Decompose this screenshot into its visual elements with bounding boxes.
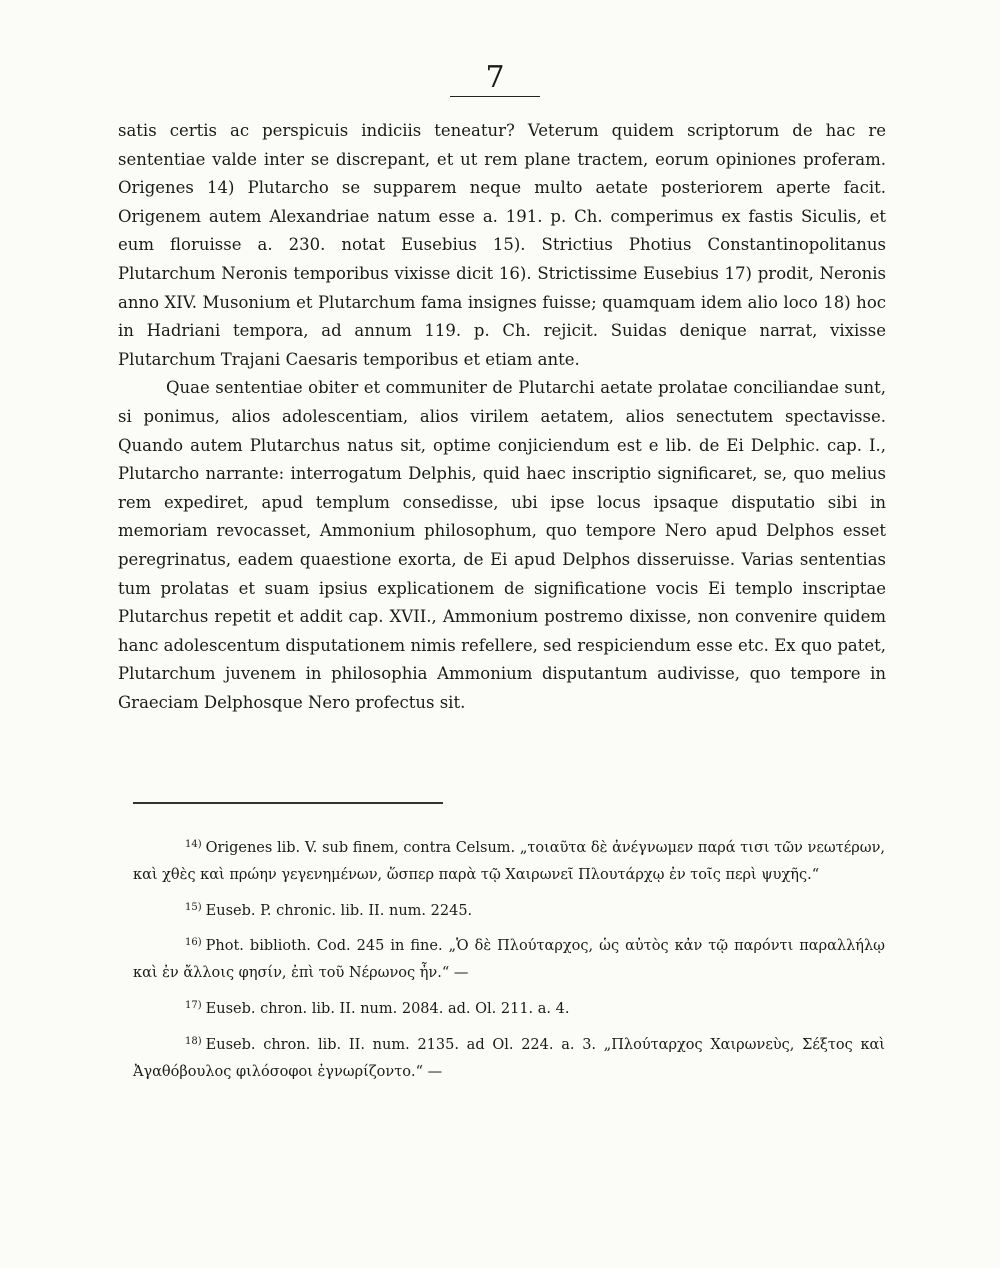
footnote-text: Euseb. P. chronic. lib. II. num. 2245. — [205, 902, 473, 919]
paragraph-1: satis certis ac perspicuis indiciis teneatur? Veterum quidem scriptorum de hac re sententiae valde inter se discrepant, et ut rem plane tractem, eorum opiniones proferam. Origenes 14) Plutarcho se supparem neque multo aetate posteriorem aperte facit. Origenem autem Alexandriae natum esse a. 191. p. Ch. comperimus ex fastis Siculis, et eum floruisse a. 230. notat Eusebius 15). Strictius Photius Constantinopolitanus Plutarchum Neronis temporibus vixisse dicit 16). Strictissime Eusebius 17) prodit, Neronis anno XIV. Musonium et Plutarchum fama insignes fuisse; quamquam idem alio loco 18) hoc in Hadriani tempora, ad annum 119. p. Ch. rejicit. Suidas denique narrat, vixisse Plutarchum Trajani Caesaris temporibus et etiam ante. — [118, 121, 886, 369]
footnote-mark: 17) — [185, 999, 202, 1011]
footnote-14 — [133, 832, 885, 889]
footnote-18 — [133, 1029, 885, 1086]
footnote-mark: 18) — [185, 1035, 202, 1047]
footnote-separator — [133, 802, 443, 804]
footnote-mark: 16) — [185, 937, 202, 949]
footnote-15 — [133, 895, 885, 925]
main-text — [118, 117, 886, 717]
footnotes — [133, 832, 885, 1091]
footnote-17 — [133, 993, 885, 1023]
footnote-mark: 14) — [185, 839, 202, 850]
footnote-mark: 15) — [185, 901, 202, 913]
footnote-text: Phot. biblioth. Cod. 245 in fine. „Ὁ δὲ Πλούταρχος, ὡς αὐτὸς κἀν τῷ παρόντι παραλλήλῳ καὶ ἐν ἄλλοις φησίν, ἐπὶ τοῦ Νέρωνος ἦν.“ — — [133, 938, 885, 982]
page-number: 7 — [485, 60, 505, 95]
footnote-text: Origenes lib. V. sub finem, contra Celsum. „τοιαῦτα δὲ ἀνέγνωμεν παρά τισι τῶν νεωτέρων, καὶ χθὲς καὶ πρώην γεγενημένων, ὥσπερ παρὰ τῷ Χαιρωνεῖ Πλουτάρχῳ ἐν τοῖς περὶ ψυχῆς.“ — [133, 840, 885, 883]
footnote-text: Euseb. chron. lib. II. num. 2084. ad. Ol. 211. a. 4. — [205, 1000, 570, 1017]
paragraph-2: Quae sententiae obiter et communiter de Plutarchi aetate prolatae conciliandae sunt, si ponimus, alios adolescentiam, alios virilem aetatem, alios senectutem spectavisse. Quando autem Plutarchus natus sit, optime conjiciendum est e lib. de Ei Delphic. cap. I., Plutarcho narrante: interrogatum Delphis, quid haec inscriptio significaret, se, quo melius rem expediret, apud templum consedisse, ubi ipse locus ipsaque disputatio sibi in memoriam revocasset, Ammonium philosophum, quo tempore Nero apud Delphos esset peregrinatus, eadem quaestione exorta, de Ei apud Delphos disseruisse. Varias sententias tum prolatas et suam ipsius explicationem de significatione vocis Ei templo inscriptae Plutarchus repetit et addit cap. XVII., Ammonium postremo dixisse, non convenire quidem hanc adolescentum disputationem nimis refellere, sed respiciendum esse etc. Ex quo patet, Plutarchum juvenem in philosophia Ammonium disputantum audivisse, quo tempore in Graeciam Delphosque Nero profectus sit. — [118, 378, 886, 712]
footnote-16 — [133, 930, 885, 987]
page-number-underline — [450, 96, 540, 97]
footnote-text: Euseb. chron. lib. II. num. 2135. ad Ol. 224. a. 3. „Πλούταρχος Χαιρωνεὺς, Σέξτος καὶ Ἀγαθόβουλος φιλόσοφοι ἐγνωρίζοντο.“ — — [133, 1036, 885, 1080]
